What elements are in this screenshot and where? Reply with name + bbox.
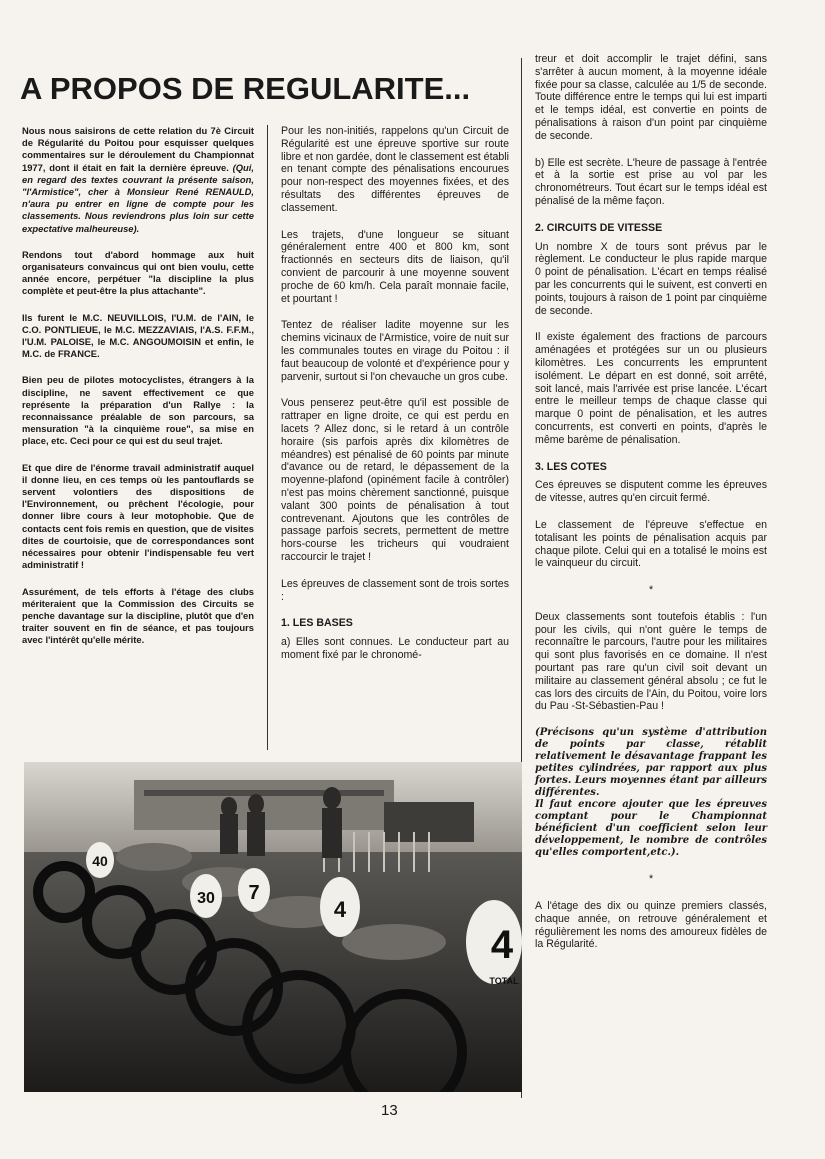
section-heading: 2. CIRCUITS DE VITESSE (535, 221, 663, 234)
page-number: 13 (381, 1102, 398, 1119)
paragraph: Rendons tout d'abord hommage aux huit organisateurs convaincus qui ont bien voulu, cette année encore, perpétuer "la discipline la plus complète et peut-être la plus attachante". (22, 248, 254, 297)
paragraph: Ils furent le M.C. NEUVILLOIS, l'U.M. de l'AIN, le C.O. PONTLIEUE, le M.C. MEZZAVIAIS, l'A.S. F.F.M., l'U.M. PALOISE, le M.C. ANGOUMOISIN et enfin, le M.C. de FRANCE. (22, 311, 254, 360)
sponsor-label: TOTAL (489, 976, 519, 986)
paragraph: Bien peu de pilotes motocyclistes, étrangers à la discipline, ne savent effectivement ce que représente la préparation d'un Rallye : la reconnaissance préalable de son parcours, sa mensuration "à la cinquième roue", sa mise en place, etc. Ceci pour ce qui est du seul trajet. (22, 374, 254, 447)
plate-number: 40 (92, 853, 108, 869)
plate-number: 7 (248, 882, 260, 904)
plate-number: 4 (333, 897, 347, 922)
motorcycles-photo (24, 762, 522, 1092)
paragraph: a) Elles sont connues. Le conducteur part au moment fixé par le chronomé- (281, 636, 509, 661)
paragraph: Deux classements sont toutefois établis : l'un pour les civils, qui n'ont guère le temps de reconnaître le parcours, l'autre pour les militaires qui sont plus favorisés en ce domaine. Il n'est pourtant pas rare qu'un civil soit devant un militaire au classement général absolu ; ce fut le cas lors des circuits de l'Ain, du Poitou, voire lors du Pau -St-Sébastien-Pau ! (535, 610, 767, 713)
paragraph: Pour les non-initiés, rappelons qu'un Circuit de Régularité est une épreuve sportive sur route libre et non gardée, dont le classement est établi en tenant compte des pénalisations encourues pour non-respect des moyennes fixées, et des résultats des différentes épreuves de classement. (281, 125, 509, 214)
separator-star: * (648, 873, 654, 886)
italic-aside: (Qui, en regard des textes couvrant la présente saison, "l'Armistice", cher à Monsieur René RENAULD, n'aura pu entrer en ligne de compte pour les classements. Nous reviendrons plus loin sur cette expectative malheureuse). (22, 161, 254, 234)
section-heading: 1. LES BASES (281, 617, 353, 630)
plate-number: 4 (490, 923, 514, 967)
paragraph: Ces épreuves se disputent comme les épreuves de vitesse, autres qu'en circuit fermé. (535, 479, 767, 505)
plate-number: 30 (197, 890, 215, 907)
column-divider (267, 125, 268, 750)
separator-star: * (648, 584, 654, 597)
paragraph: Et que dire de l'énorme travail administratif auquel il donne lieu, en ces temps où les pantouflards se servent volontiers des dispositions de l'Environnement, ou prêchent l'écologie, pour donner libre cours à leur motophobie. Que de contacts cent fois remis en question, que de visites dites de courtoisie, que de correspondances sont nécessaires pour obtenir l'indispensable feu vert administratif ! (22, 461, 254, 571)
column-middle (281, 125, 509, 676)
column-right (535, 53, 767, 965)
paragraph: Il existe également des fractions de parcours aménagées et protégées sur un ou plusieurs kilomètres. Les concurrents les empruntent isolément. Le départ en est donné, soit arrêté, soit lancé, mais l'arrivée est prise lancée. L'écart entre le meilleur temps de chaque classe qui marque 0 point de pénalisation, et les autres concurrents, est converti en points, d'après le même barème de pénalisation. (535, 331, 767, 446)
note-paragraph: (Précisons qu'un système d'attribution de points par classe, rétablit relativement le désavantage frappant les petites cylindrées, par rapport aux plus fortes. Leurs moyennes étant par ailleurs différentes. (535, 727, 767, 799)
paragraph: Les épreuves de classement sont de trois sortes : (281, 577, 509, 603)
paragraph: Assurément, de tels efforts à l'étage des clubs mériteraient que la Commission des Circuits se penche davantage sur la discipline, plutôt que d'en traiter souvent en fin de séance, et pas toujours avec l'intérêt qu'elle mérite. (22, 585, 254, 646)
column-intro (22, 125, 254, 661)
paragraph: Un nombre X de tours sont prévus par le règlement. Le conducteur le plus rapide marque 0 point de pénalisation. L'écart en temps réalisé par les concurrents qui le suivent, est converti en points, toujours à raison de 1 point par cinquième de seconde. (535, 240, 767, 317)
note-paragraph: Il faut encore ajouter que les épreuves comptant pour le Championnat bénéficient d'un coefficient selon leur développement, le nombre de contrôles qu'elles comportent,etc.). (535, 799, 767, 859)
paragraph: A l'étage des dix ou quinze premiers classés, chaque année, on retrouve généralement et régulièrement les noms des amoureux fidèles de la Régularité. (535, 900, 767, 951)
section-heading: 3. LES COTES (535, 460, 607, 473)
article-title: A PROPOS DE REGULARITE... (20, 71, 471, 106)
paragraph: Nous nous saisirons de cette relation du 7è Circuit de Régularité du Poitou pour esquisser quelques commentaires sur le déroulement du Championnat 1977, dont il était en fait la dernière épreuve. (Qui, en regard des textes couvrant la présente saison, "l'Armistice", cher à Monsieur René RENAULD, n'aura pu entrer en ligne de compte pour les classements. Nous reviendrons plus loin sur cette expectative malheureuse). (22, 125, 254, 234)
paragraph: Le classement de l'épreuve s'effectue en totalisant les points de pénalisation acquis par chaque pilote. Celui qui en a totalisé le moins est le vainqueur du circuit. (535, 518, 767, 570)
paragraph: treur et doit accomplir le trajet défini, sans s'arrêter à aucun moment, à la moyenne idéale fixée pour sa classe, calculée au 1/5 de seconde. Toute différence entre le temps qui lui est imparti et le temps idéal, est convertie en points de pénalisations à raison d'un point par cinquième de seconde. (535, 53, 767, 142)
paragraph: Tentez de réaliser ladite moyenne sur les chemins vicinaux de l'Armistice, voire de nuit sur les communales toutes en virage du Poitou : il faut beaucoup de volonté et d'expérience pour y parvenir, surtout si l'on chevauche un gros cube. (281, 319, 509, 383)
italic-note (535, 727, 767, 859)
paragraph: Vous penserez peut-être qu'il est possible de rattraper en ligne droite, ce qui est perdu en lacets ? Allez donc, si le retard à un contrôle horaire (sis parfois après dix kilomètres de méandres) est pénalisé de 60 points par minute d'avance ou de retard, le dépassement de la moyenne-plafond (opinément facile à contrôler) n'est pas moins chèrement sanctionné, puisque valant 300 points de pénalisation à tout contrevenant. Ajoutons que les contrôles de passage parfois secrets, permettent de mettre hors-course les tricheurs qui voudraient raccourcir le trajet ! (281, 397, 509, 563)
photo-illustration (24, 762, 522, 1092)
paragraph: Les trajets, d'une longueur se situant généralement entre 400 et 800 km, sont fractionnés en secteurs dits de liaison, qu'il convient de parcourir à une moyenne souvent proche de 60 km/h. Cela paraît monnaie facile, et pourtant ! (281, 228, 509, 305)
paragraph: b) Elle est secrète. L'heure de passage à l'entrée et à la sortie est prise au vol par les chronométreurs. Tout écart sur le temps idéal est pénalisé de la même façon. (535, 156, 767, 207)
